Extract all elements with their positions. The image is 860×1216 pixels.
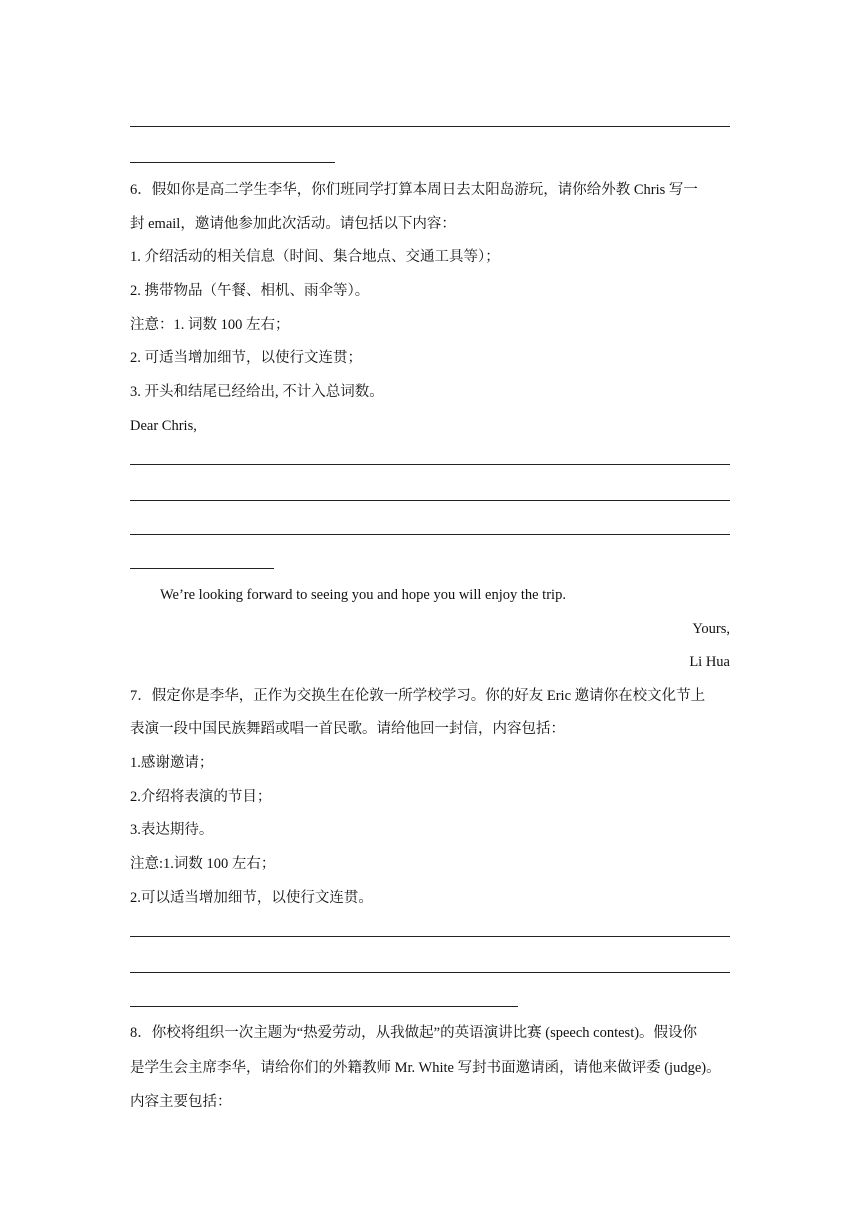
answer-line xyxy=(130,972,730,973)
answer-line xyxy=(130,936,730,937)
answer-line xyxy=(130,162,335,163)
q8-prompt-line-1: 8．你校将组织一次主题为“热爱劳动，从我做起”的英语演讲比赛 (speech contest)。假设你 xyxy=(130,1025,698,1041)
q6-content-item-2: 2. 携带物品（午餐、相机、雨伞等）。 xyxy=(130,283,370,299)
q6-closing-sentence: We’re looking forward to seeing you and hope you will enjoy the trip. xyxy=(160,587,566,603)
q6-note-1: 注意：1. 词数 100 左右； xyxy=(130,317,290,333)
q6-salutation: Dear Chris, xyxy=(130,418,197,434)
q7-prompt-line-1: 7．假定你是李华，正作为交换生在伦敦一所学校学习。你的好友 Eric 邀请你在校文化节上 xyxy=(130,688,706,704)
q7-content-item-1: 1.感谢邀请； xyxy=(130,755,214,771)
q7-prompt-line-2: 表演一段中国民族舞蹈或唱一首民歌。请给他回一封信，内容包括： xyxy=(130,721,565,737)
q7-content-item-3: 3.表达期待。 xyxy=(130,822,214,838)
q6-signature: Li Hua xyxy=(689,654,730,670)
q7-note-1: 注意:1.词数 100 左右； xyxy=(130,856,276,872)
q6-prompt-line-1: 6．假如你是高二学生李华，你们班同学打算本周日去太阳岛游玩，请你给外教 Chris 写一 xyxy=(130,182,698,198)
answer-line xyxy=(130,500,730,501)
q8-prompt-line-2: 是学生会主席李华，请给你们的外籍教师 Mr. White 写封书面邀请函，请他来做评委 (judge)。 xyxy=(130,1060,721,1076)
q6-prompt-line-2: 封 email，邀请他参加此次活动。请包括以下内容： xyxy=(130,216,456,232)
answer-line xyxy=(130,568,274,569)
answer-line xyxy=(130,126,730,127)
q6-note-3: 3. 开头和结尾已经给出, 不计入总词数。 xyxy=(130,384,384,400)
q8-prompt-line-3: 内容主要包括： xyxy=(130,1094,232,1110)
answer-line xyxy=(130,1006,518,1007)
answer-line xyxy=(130,464,730,465)
q7-note-2: 2.可以适当增加细节，以使行文连贯。 xyxy=(130,890,373,906)
answer-line xyxy=(130,534,730,535)
q6-content-item-1: 1. 介绍活动的相关信息（时间、集合地点、交通工具等）； xyxy=(130,249,500,265)
q7-content-item-2: 2.介绍将表演的节目； xyxy=(130,789,272,805)
q6-signoff: Yours, xyxy=(692,621,730,637)
q6-note-2: 2. 可适当增加细节，以使行文连贯； xyxy=(130,350,362,366)
